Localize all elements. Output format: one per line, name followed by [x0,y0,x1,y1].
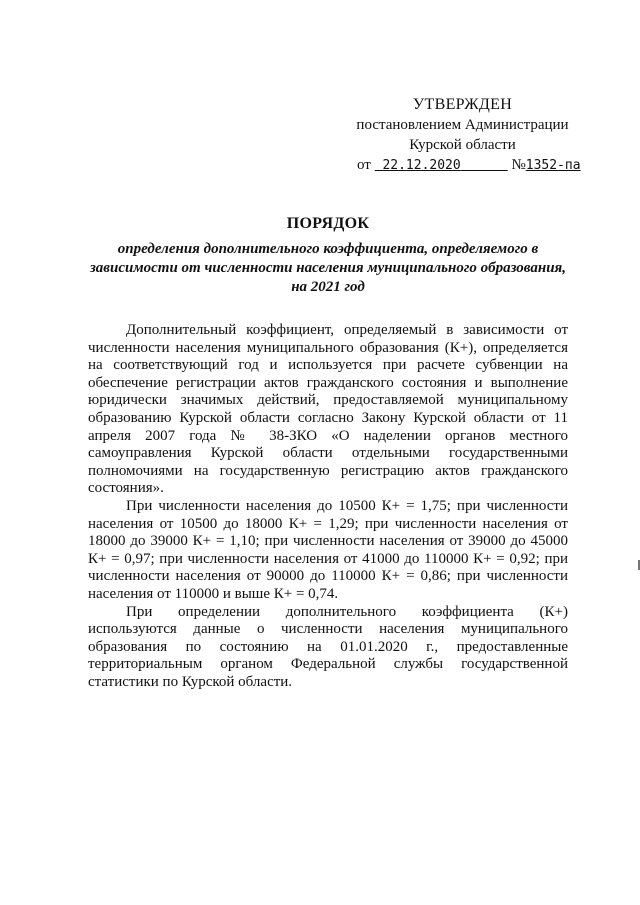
paragraph-definition: Дополнительный коэффициент, определяемый в зависимости от численности населения муниципального образования (К+), определяется на соответствующий год и используется при расчете субвенции на обеспечение регистрации актов гражданского состояния и выполнение юридически значимых действий, предоставляемой муниципальному образованию Курской области согласно Закону Курской области от 11 апреля 2007 года № 38-ЗКО «О наделении органов местного самоуправления Курской области отдельными государственными полномочиями на государственную регистрацию актов гражданского состояния». [88,322,568,497]
date-prefix: от [357,157,371,173]
approval-heading: УТВЕРЖДЕН [412,96,513,113]
paragraph-coefficients: При численности населения до 10500 К+ = 1,75; при численности населения от 10500 до 18000 К+ = 1,29; при численности населения от 18000 до 39000 К+ = 1,10; при численности населения от 39000 до 45000 К+ = 0,97; при численности населения от 41000 до 110000 К+ = 0,92; при численности населения от 90000 до 110000 К+ = 0,86; при численности населения от 110000 и выше К+ = 0,74. [88,497,568,602]
subtitle-line: зависимости от численности населения муниципального образования, [89,260,567,276]
document-body [88,322,568,691]
approval-issuer: постановлением Администрации [356,117,569,133]
paragraph-data-source: При определении дополнительного коэффициента (К+) используются данные о численности населения муниципального образования по состоянию на 01.01.2020 г., предоставленные территориальным органом Федеральной службы государственной статистики по Курской области. [88,603,568,690]
approval-number: 1352-па [525,158,581,173]
document-subtitle [80,240,576,297]
approval-stamp [355,95,581,176]
approval-date-line [355,155,581,176]
subtitle-line: определения дополнительного коэффициента, определяемого в [117,241,539,257]
number-prefix: № [511,157,526,173]
approval-date: 22.12.2020 [382,158,461,173]
document-title: ПОРЯДОК [286,215,370,232]
subtitle-line: на 2021 год [291,279,365,295]
approval-region: Курской области [409,137,516,153]
document-title-block [80,214,576,297]
